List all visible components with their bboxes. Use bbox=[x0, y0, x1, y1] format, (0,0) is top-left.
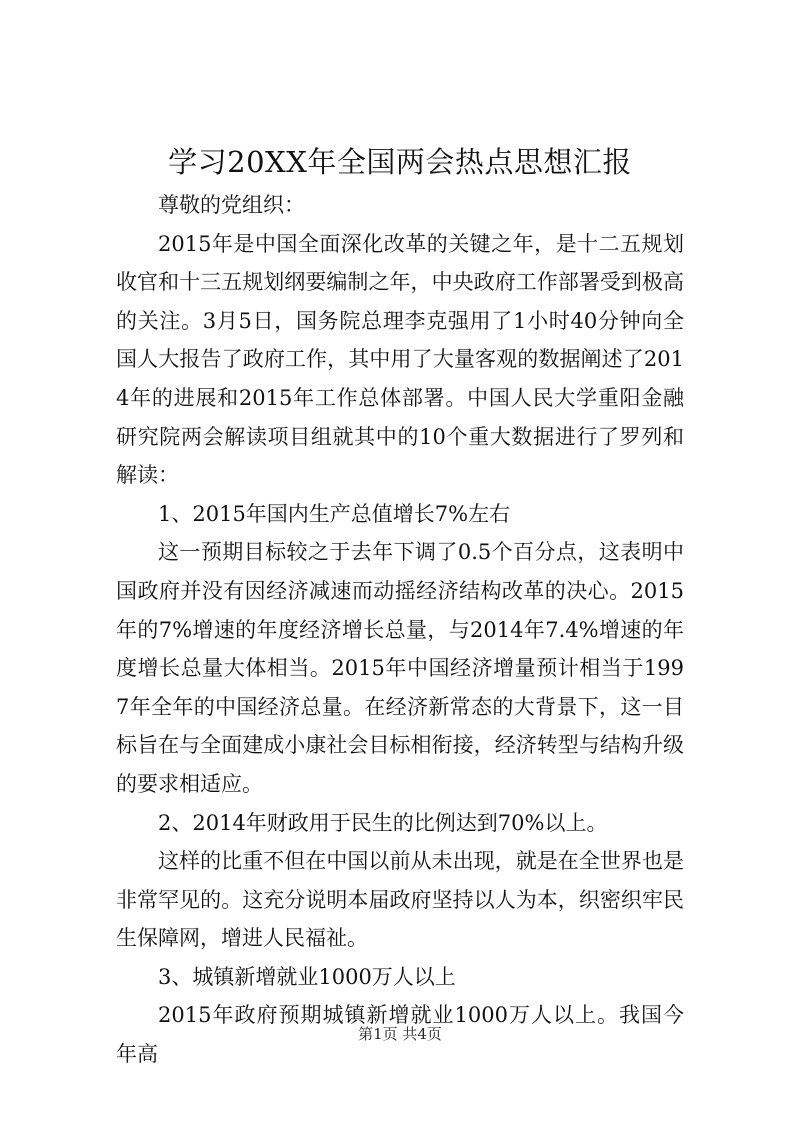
section-paragraph-1: 这一预期目标较之于去年下调了0.5个百分点，这表明中国政府并没有因经济减速而动摇经济结构改革的决心。2015年的7%增速的年度经济增长总量，与2014年7.4%增速的年度增长总量大体相当。2015年中国经济增量预计相当于1997年全年的中国经济总量。在经济新常态的大背景下，这一目标旨在与全面建成小康社会目标相衔接，经济转型与结构升级的要求相适应。 bbox=[116, 540, 684, 796]
document-title: 学习20XX年全国两会热点思想汇报 bbox=[168, 145, 632, 179]
section-paragraph-3: 2015年政府预期城镇新增就业1000万人以上。我国今年高 bbox=[116, 1003, 684, 1067]
section-heading-1: 1、2015年国内生产总值增长7%左右 bbox=[158, 501, 511, 526]
page-number: 第1页 共4页 bbox=[358, 1025, 442, 1043]
section-heading-2: 2、2014年财政用于民生的比例达到70%以上。 bbox=[158, 810, 608, 835]
document-body bbox=[116, 186, 684, 1074]
intro-paragraph: 2015年是中国全面深化改革的关键之年，是十二五规划收官和十三五规划纲要编制之年，中央政府工作部署受到极高的关注。3月5日，国务院总理李克强用了1小时40分钟向全国人大报告了政府工作，其中用了大量客观的数据阐述了2014年的进展和2015年工作总体部署。中国人民大学重阳金融研究院两会解读项目组就其中的10个重大数据进行了罗列和解读： bbox=[116, 231, 684, 488]
section-paragraph-2: 这样的比重不但在中国以前从未出现，就是在全世界也是非常罕见的。这充分说明本届政府坚持以人为本，织密织牢民生保障网，增进人民福祉。 bbox=[116, 849, 684, 951]
salutation: 尊敬的党组织： bbox=[158, 193, 305, 217]
section-heading-3: 3、城镇新增就业1000万人以上 bbox=[158, 964, 456, 989]
